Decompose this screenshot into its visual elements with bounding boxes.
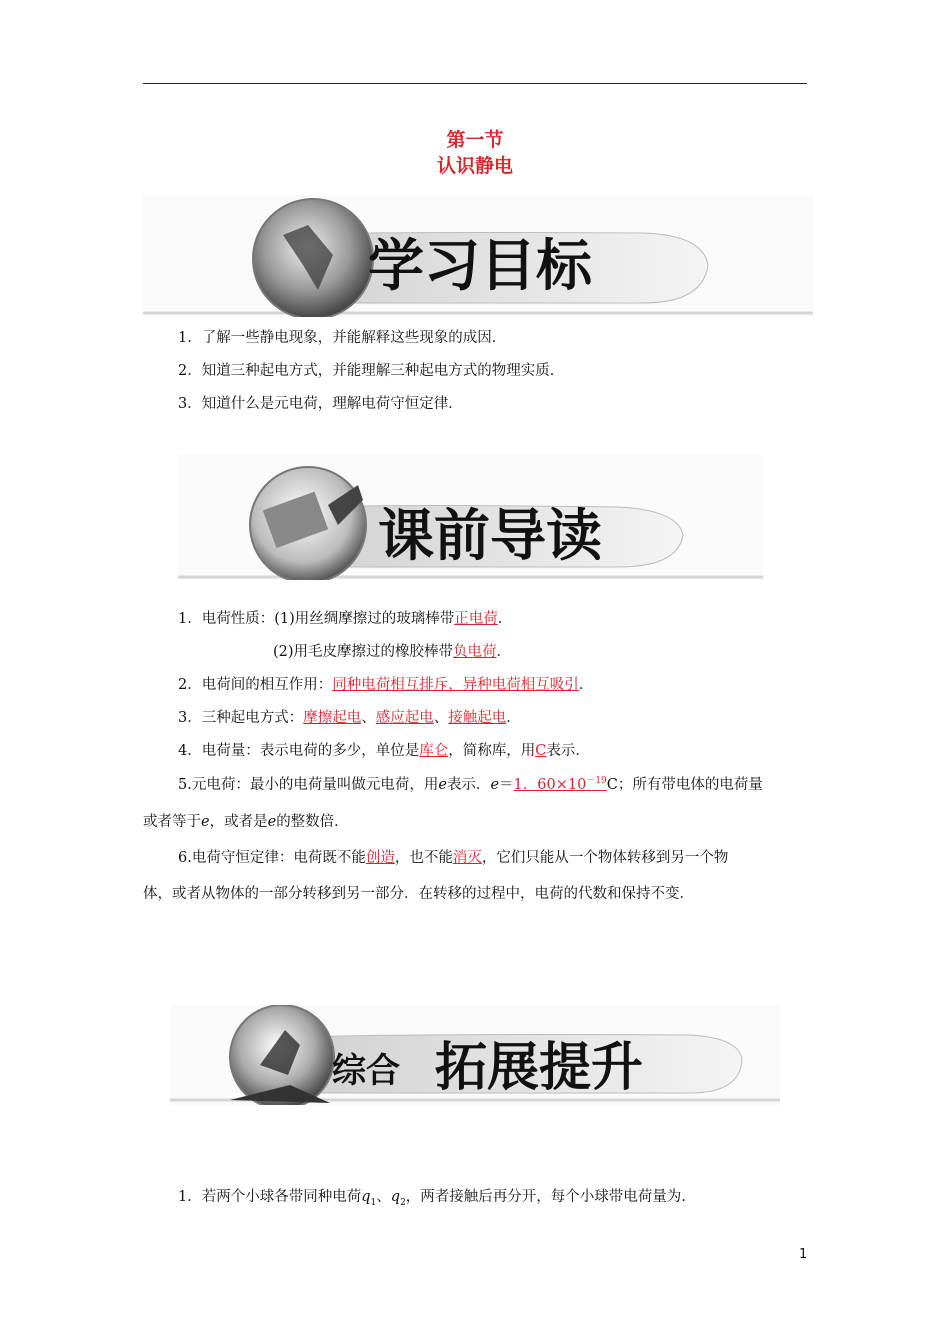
header-rule (143, 83, 807, 84)
banner-preview-text: 课前导读 (378, 503, 602, 569)
answer-induction: 感应起电 (375, 710, 434, 726)
answer-coulomb: 库仑 (419, 743, 449, 759)
answer-positive-charge: 正电荷 (454, 611, 498, 627)
preview-item-1: 1．电荷性质：(1)用丝绸摩擦过的玻璃棒带正电荷． (178, 611, 513, 627)
banner-learning-goals (143, 195, 813, 317)
answer-destroy: 消灭 (452, 850, 482, 866)
banner-extension (170, 1005, 780, 1105)
goal-item-2: 2．知道三种起电方式，并能理解三种起电方式的物理实质． (178, 363, 565, 379)
answer-negative-charge: 负电荷 (453, 644, 497, 660)
answer-create: 创造 (365, 850, 395, 866)
preview-item-5b: 或者等于e，或者是e的整数倍． (143, 814, 349, 830)
answer-interaction: 同种电荷相互排斥，异种电荷相互吸引 (332, 677, 579, 693)
preview-item-4: 4．电荷量：表示电荷的多少，单位是库仑，简称库，用C表示． (178, 743, 590, 759)
banner-preview (178, 455, 763, 580)
banner-extension-text-a: 综合 (332, 1051, 400, 1091)
answer-symbol-c: C (535, 743, 547, 759)
answer-friction: 摩擦起电 (303, 710, 362, 726)
preview-item-2: 2．电荷间的相互作用：同种电荷相互排斥，异种电荷相互吸引． (178, 677, 594, 693)
section-title: 认识静电 (436, 155, 513, 177)
preview-item-3: 3．三种起电方式：摩擦起电、感应起电、接触起电． (178, 710, 521, 726)
goal-item-1: 1．了解一些静电现象，并能解释这些现象的成因． (178, 330, 507, 346)
extension-question-1: 1．若两个小球各带同种电荷$q_1$、$q_2$，两者接触后再分开，每个小球带电荷量为. (178, 1189, 686, 1208)
page-number: 1 (799, 1247, 808, 1262)
banner-goals-text: 学习目标 (368, 233, 592, 299)
preview-item-5: 5.元电荷：最小的电荷量叫做元电荷，用e表示．e＝1．$60\times 10^{-19}C$；所有带电体的电荷量 (178, 776, 763, 793)
preview-item-6b: 体，或者从物体的一部分转移到另一部分．在转移的过程中，电荷的代数和保持不变． (143, 886, 694, 902)
answer-elementary-charge: 1．$60\times 10^{-19}$ (513, 776, 607, 793)
banner-extension-text-b: 拓展提升 (435, 1037, 644, 1098)
preview-item-1b: (2)用毛皮摩擦过的橡胶棒带负电荷． (273, 644, 512, 660)
preview-item-6: 6.电荷守恒定律：电荷既不能创造，也不能消灭，它们只能从一个物体转移到另一个物 (178, 850, 729, 866)
goal-item-3: 3．知道什么是元电荷，理解电荷守恒定律． (178, 396, 463, 412)
section-number: 第一节 (446, 129, 504, 151)
answer-contact: 接触起电 (448, 710, 507, 726)
